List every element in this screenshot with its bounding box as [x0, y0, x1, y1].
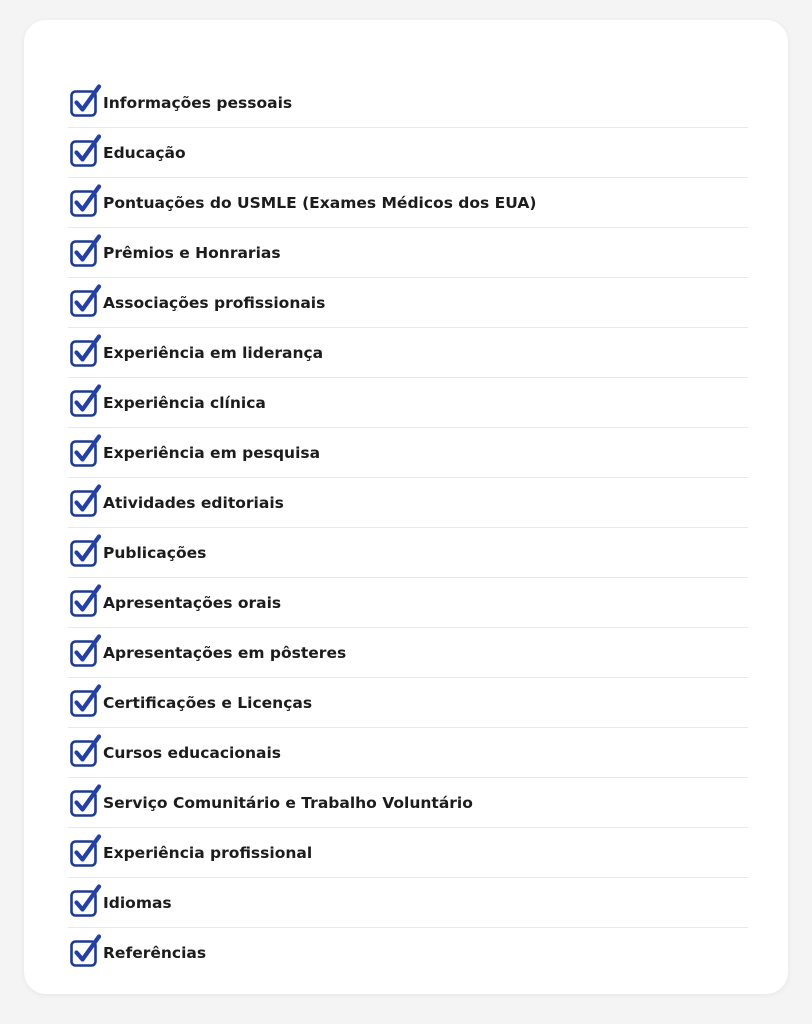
checked-checkbox-icon[interactable] — [70, 189, 97, 216]
checklist-card — [24, 20, 788, 994]
checklist-item — [68, 778, 748, 828]
checked-checkbox-icon[interactable] — [70, 589, 97, 616]
checklist-item — [68, 928, 748, 977]
checklist-item — [68, 328, 748, 378]
checklist-item-label: Experiência em liderança — [103, 343, 324, 362]
checklist-item — [68, 378, 748, 428]
checklist-item-label: Apresentações orais — [103, 593, 282, 612]
checklist-item-label: Referências — [103, 943, 207, 962]
checked-checkbox-icon[interactable] — [70, 339, 97, 366]
checklist-item-label: Serviço Comunitário e Trabalho Voluntário — [103, 793, 473, 812]
checklist-item — [68, 178, 748, 228]
checklist-item-label: Informações pessoais — [103, 93, 293, 112]
checklist-item — [68, 478, 748, 528]
checked-checkbox-icon[interactable] — [70, 839, 97, 866]
checked-checkbox-icon[interactable] — [70, 289, 97, 316]
checklist-item-label: Publicações — [103, 543, 207, 562]
checklist-item-label: Idiomas — [103, 893, 172, 912]
checked-checkbox-icon[interactable] — [70, 539, 97, 566]
checklist — [68, 78, 748, 977]
checklist-item-label: Associações profissionais — [103, 293, 326, 312]
checklist-item — [68, 228, 748, 278]
checklist-item — [68, 828, 748, 878]
checked-checkbox-icon[interactable] — [70, 639, 97, 666]
checked-checkbox-icon[interactable] — [70, 439, 97, 466]
checklist-item-label: Pontuações do USMLE (Exames Médicos dos EUA) — [103, 193, 537, 212]
checked-checkbox-icon[interactable] — [70, 389, 97, 416]
checked-checkbox-icon[interactable] — [70, 139, 97, 166]
checklist-item — [68, 278, 748, 328]
checklist-item — [68, 578, 748, 628]
checklist-item-label: Apresentações em pôsteres — [103, 643, 347, 662]
checked-checkbox-icon[interactable] — [70, 889, 97, 916]
checked-checkbox-icon[interactable] — [70, 489, 97, 516]
checklist-item — [68, 878, 748, 928]
checklist-item-label: Experiência clínica — [103, 393, 266, 412]
checklist-item-label: Cursos educacionais — [103, 743, 282, 762]
checklist-item-label: Experiência profissional — [103, 843, 313, 862]
checklist-item-label: Educação — [103, 143, 186, 162]
checklist-item-label: Atividades editoriais — [103, 493, 284, 512]
checklist-item — [68, 678, 748, 728]
checked-checkbox-icon[interactable] — [70, 939, 97, 966]
checked-checkbox-icon[interactable] — [70, 739, 97, 766]
checklist-item — [68, 428, 748, 478]
checklist-item-label: Experiência em pesquisa — [103, 443, 321, 462]
checked-checkbox-icon[interactable] — [70, 789, 97, 816]
checklist-item — [68, 528, 748, 578]
checklist-item — [68, 78, 748, 128]
checked-checkbox-icon[interactable] — [70, 239, 97, 266]
checklist-item — [68, 128, 748, 178]
checklist-item-label: Certificações e Licenças — [103, 693, 313, 712]
checked-checkbox-icon[interactable] — [70, 89, 97, 116]
checklist-item — [68, 728, 748, 778]
checklist-item — [68, 628, 748, 678]
checked-checkbox-icon[interactable] — [70, 689, 97, 716]
checklist-item-label: Prêmios e Honrarias — [103, 243, 281, 262]
